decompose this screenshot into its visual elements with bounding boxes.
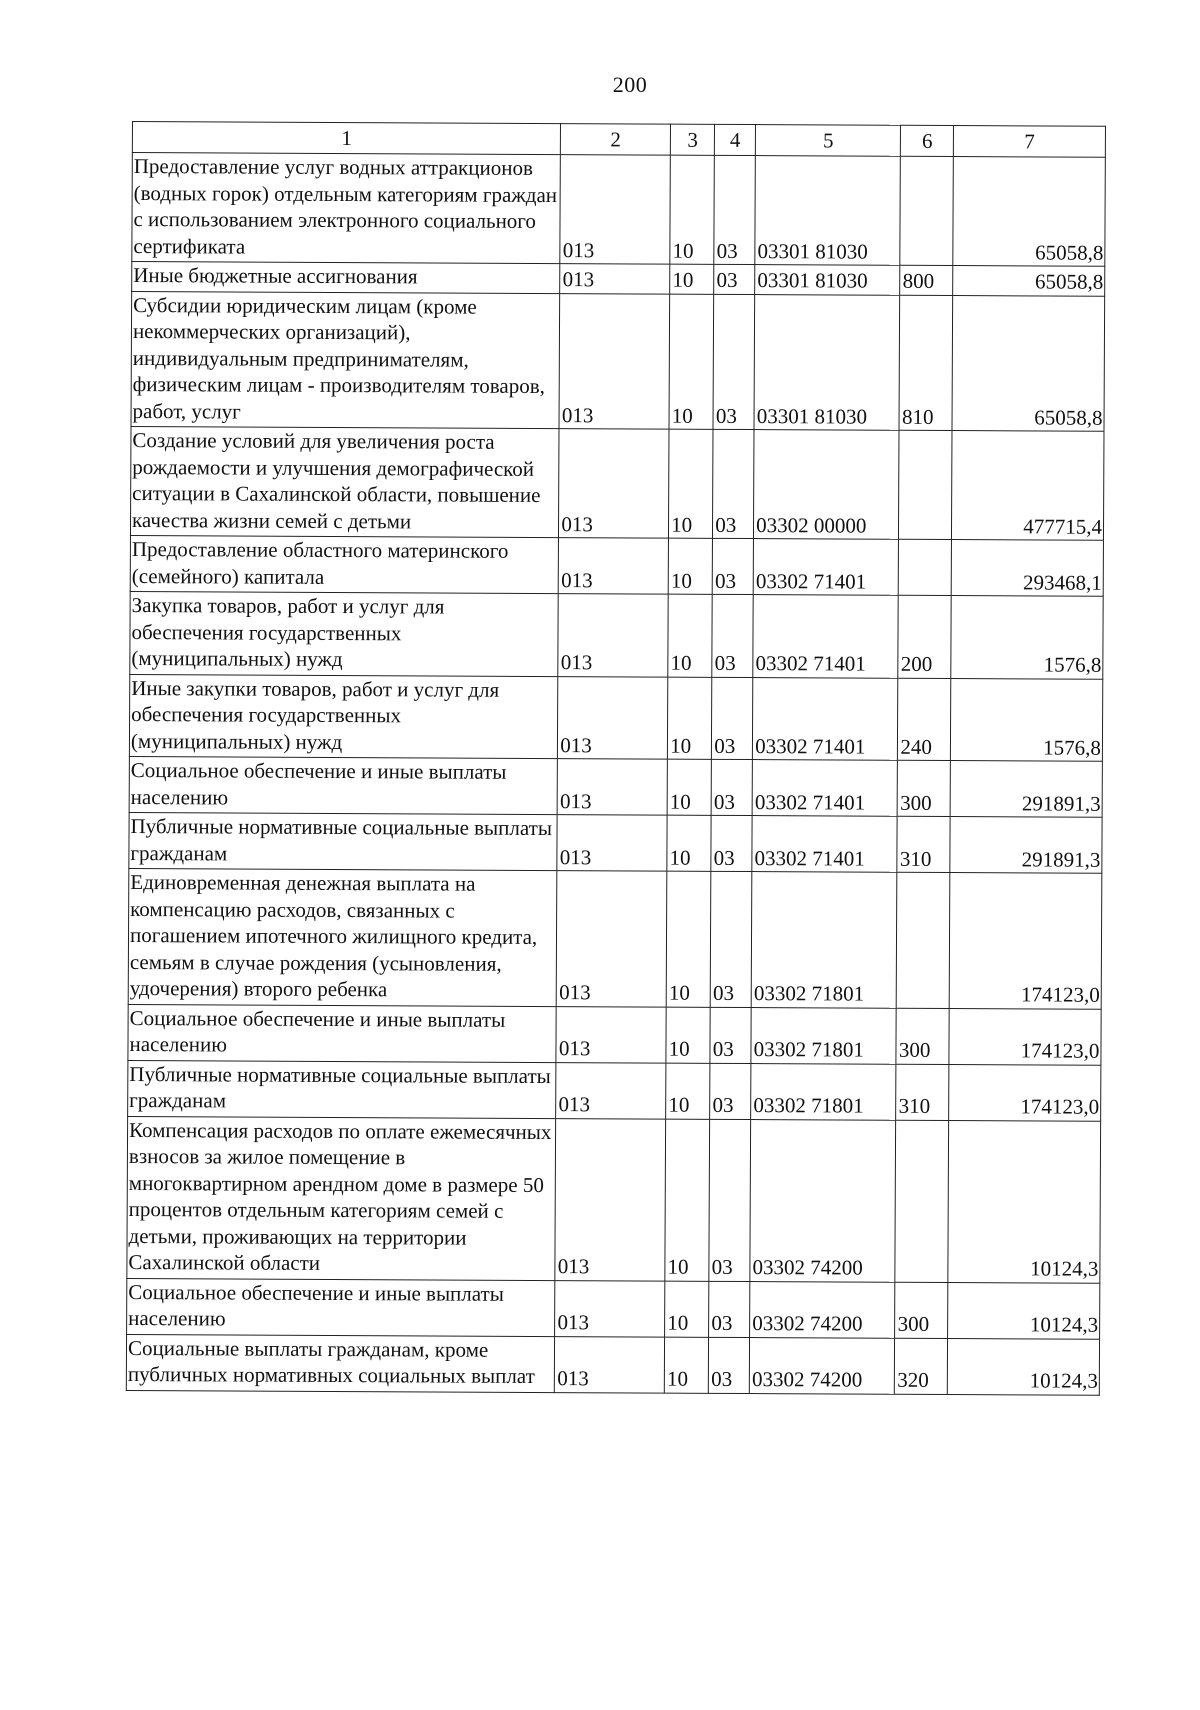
row-ved: 013 — [556, 1006, 666, 1063]
col-header-7: 7 — [954, 126, 1106, 158]
row-name: Компенсация расходов по оплате ежемесячных взносов за жилое помещение в многоквартирном арендном доме в размере 50 процентов отдельным категориям семей с детьми, проживающих на территории Сахалинской области — [127, 1116, 556, 1280]
row-rz: 10 — [670, 155, 715, 264]
row-ved: 013 — [557, 815, 667, 872]
table-row — [129, 756, 1102, 817]
row-amount: 10124,3 — [948, 1120, 1101, 1283]
table-row — [128, 868, 1102, 1008]
row-pr: 03 — [712, 594, 753, 677]
row-csr: 03301 81030 — [755, 156, 901, 266]
row-csr: 03302 71401 — [753, 539, 899, 596]
row-vr — [897, 872, 950, 1008]
row-csr: 03302 71401 — [753, 595, 899, 678]
row-vr: 310 — [896, 1064, 949, 1120]
row-ved: 013 — [555, 1336, 665, 1393]
row-name: Социальное обеспечение и иные выплаты населению — [128, 1004, 557, 1062]
row-rz: 10 — [664, 1337, 708, 1393]
row-name: Публичные нормативные социальные выплаты гражданам — [129, 812, 558, 870]
row-ved: 013 — [557, 871, 667, 1007]
row-amount: 291891,3 — [950, 817, 1102, 874]
row-csr: 03302 74200 — [749, 1337, 895, 1394]
row-ved: 013 — [558, 676, 668, 759]
row-ved: 013 — [559, 293, 669, 429]
row-csr: 03301 81030 — [755, 265, 900, 295]
row-amount: 1576,8 — [951, 678, 1103, 761]
row-rz: 10 — [668, 677, 713, 760]
row-csr: 03302 71401 — [752, 816, 898, 873]
row-rz: 10 — [665, 1281, 709, 1337]
row-ved: 013 — [558, 594, 668, 677]
col-header-5: 5 — [756, 125, 901, 157]
row-name: Социальное обеспечение и иные выплаты населению — [127, 1278, 556, 1336]
row-ved: 013 — [559, 538, 669, 595]
row-csr: 03302 74200 — [750, 1119, 896, 1282]
table-row — [127, 1278, 1100, 1339]
row-amount: 1576,8 — [951, 596, 1103, 679]
row-name: Иные бюджетные ассигнования — [132, 262, 561, 294]
row-ved: 013 — [559, 429, 669, 539]
col-header-2: 2 — [561, 124, 671, 156]
row-ved: 013 — [556, 1062, 666, 1119]
row-ved: 013 — [560, 155, 670, 265]
row-pr: 03 — [714, 264, 755, 294]
table-row — [131, 291, 1105, 431]
row-pr: 03 — [709, 1119, 751, 1281]
row-csr: 03302 71401 — [752, 760, 898, 817]
row-vr — [895, 1120, 949, 1282]
row-rz: 10 — [670, 264, 714, 294]
table-row — [127, 1116, 1101, 1283]
row-amount: 174123,0 — [949, 1064, 1101, 1121]
row-rz: 10 — [666, 1063, 710, 1119]
row-csr: 03302 71401 — [753, 677, 899, 760]
row-name: Социальные выплаты гражданам, кроме публичных нормативных социальных выплат — [126, 1334, 555, 1392]
row-pr: 03 — [711, 759, 752, 815]
row-name: Предоставление услуг водных аттракционов (водных горок) отдельным категориям граждан с использованием электронного социального сертификата — [132, 153, 561, 264]
row-pr: 03 — [711, 815, 752, 871]
row-rz: 10 — [668, 538, 712, 594]
row-vr: 800 — [900, 265, 953, 295]
row-name: Предоставление областного материнского (семейного) капитала — [130, 535, 559, 593]
table-row — [132, 153, 1106, 267]
row-amount: 174123,0 — [949, 1008, 1101, 1065]
row-pr: 03 — [709, 1337, 750, 1393]
table-row — [128, 1004, 1101, 1065]
row-pr: 03 — [709, 1281, 750, 1337]
row-csr: 03302 00000 — [754, 430, 900, 540]
row-csr: 03302 71801 — [751, 1007, 897, 1064]
header-row — [132, 122, 1105, 158]
row-name: Иные закупки товаров, работ и услуг для обеспечения государственных (муниципальных) нужд — [129, 674, 558, 759]
table-row — [129, 812, 1102, 873]
table-row — [126, 1334, 1099, 1395]
row-vr: 300 — [898, 760, 951, 816]
table-row — [130, 535, 1103, 596]
row-csr: 03301 81030 — [754, 294, 900, 430]
table-row — [130, 591, 1103, 678]
row-vr: 310 — [897, 816, 950, 872]
row-ved: 013 — [560, 264, 670, 294]
row-amount: 477715,4 — [952, 431, 1104, 541]
row-vr — [899, 430, 952, 539]
row-rz: 10 — [666, 1007, 710, 1063]
row-amount: 65058,8 — [952, 295, 1104, 431]
row-name: Единовременная денежная выплата на компенсацию расходов, связанных с погашением ипотечного жилищного кредита, семьям в случае рождения (усыновления, удочерения) второго ребенка — [128, 868, 557, 1006]
page-number: 200 — [612, 72, 648, 97]
row-amount: 10124,3 — [948, 1282, 1100, 1339]
row-pr: 03 — [713, 294, 755, 430]
row-vr: 810 — [899, 295, 952, 431]
row-amount: 65058,8 — [953, 157, 1105, 267]
row-pr: 03 — [712, 677, 753, 760]
row-vr: 300 — [896, 1008, 949, 1064]
table-row — [128, 1060, 1101, 1121]
col-header-6: 6 — [901, 125, 954, 156]
row-pr: 03 — [710, 1063, 751, 1119]
table-body — [126, 153, 1105, 1395]
row-ved: 013 — [557, 759, 667, 816]
row-pr: 03 — [712, 538, 753, 594]
row-ved: 013 — [555, 1280, 665, 1337]
row-rz: 10 — [667, 759, 711, 815]
row-vr: 200 — [898, 595, 951, 678]
row-amount: 65058,8 — [953, 266, 1105, 296]
row-rz: 10 — [667, 815, 711, 871]
row-vr: 320 — [895, 1338, 948, 1394]
col-header-1: 1 — [132, 122, 561, 155]
row-csr: 03302 71801 — [751, 1063, 897, 1120]
row-rz: 10 — [669, 429, 714, 538]
row-amount: 293468,1 — [951, 540, 1103, 597]
row-rz: 10 — [669, 294, 714, 430]
row-ved: 013 — [555, 1118, 666, 1281]
row-rz: 10 — [665, 1119, 710, 1281]
row-name: Публичные нормативные социальные выплаты гражданам — [128, 1060, 557, 1118]
table-row — [130, 426, 1104, 540]
row-csr: 03302 74200 — [750, 1281, 896, 1338]
row-vr — [899, 539, 952, 595]
row-csr: 03302 71801 — [751, 872, 897, 1008]
row-name: Создание условий для увеличения роста рождаемости и улучшения демографической ситуации в Сахалинской области, повышение качества жизни семей с детьми — [130, 426, 559, 537]
table-row — [132, 262, 1105, 296]
row-name: Субсидии юридическим лицам (кроме некоммерческих организаций), индивидуальным предпринимателям, физическим лицам - производителям товаров, работ, услуг — [131, 291, 560, 429]
row-amount: 291891,3 — [950, 761, 1102, 818]
row-name: Социальное обеспечение и иные выплаты населению — [129, 756, 558, 814]
table-row — [129, 674, 1102, 761]
row-pr: 03 — [710, 871, 752, 1007]
budget-table — [126, 121, 1106, 1395]
row-amount: 10124,3 — [947, 1338, 1099, 1395]
row-pr: 03 — [713, 429, 754, 538]
row-name: Закупка товаров, работ и услуг для обеспечения государственных (муниципальных) нужд — [130, 591, 559, 676]
row-rz: 10 — [666, 871, 711, 1007]
row-vr: 300 — [895, 1282, 948, 1338]
row-vr: 240 — [898, 678, 951, 761]
row-pr: 03 — [710, 1007, 751, 1063]
col-header-4: 4 — [715, 124, 756, 155]
row-pr: 03 — [714, 155, 755, 264]
row-amount: 174123,0 — [949, 873, 1101, 1009]
col-header-3: 3 — [670, 124, 714, 155]
row-vr — [900, 156, 953, 265]
row-rz: 10 — [668, 594, 713, 677]
